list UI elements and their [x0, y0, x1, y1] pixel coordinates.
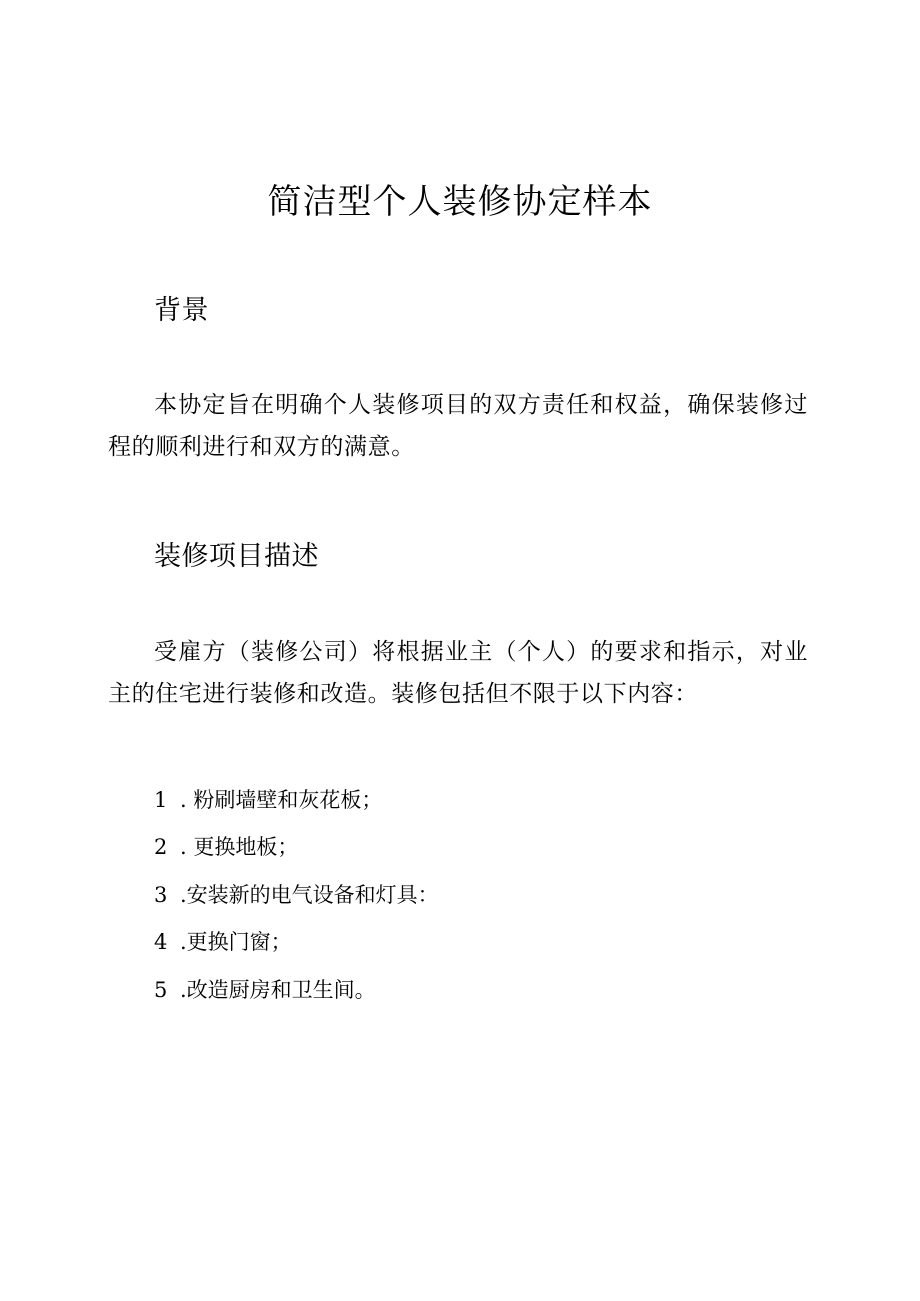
list-item-number: 1	[154, 787, 168, 812]
list-item	[154, 966, 439, 1014]
list-item	[154, 824, 439, 872]
list-item-number: 5	[154, 977, 168, 1002]
section-paragraph-background: 本协定旨在明确个人装修项目的双方责任和权益，确保装修过程的顺利进行和双方的满意。	[108, 392, 808, 460]
list-item	[154, 871, 439, 919]
list-item-text: .更换门窗；	[180, 930, 292, 955]
list-item-text: .改造厨房和卫生间。	[180, 977, 376, 1002]
section-paragraph-project-description: 受雇方（装修公司）将根据业主（个人）的要求和指示，对业主的住宅进行装修和改造。装修包括但不限于以下内容：	[108, 639, 808, 707]
list-item-number: 3	[154, 882, 168, 907]
list-item	[154, 919, 439, 967]
list-item-text: .安装新的电气设备和灯具：	[180, 882, 439, 907]
renovation-items-list	[154, 776, 439, 1014]
list-item-text: . 更换地板；	[180, 835, 299, 860]
section-heading-background: 背景	[154, 295, 209, 326]
document-title: 简洁型个人装修协定样本	[267, 182, 653, 222]
section-heading-project-description: 装修项目描述	[154, 541, 319, 572]
list-item-number: 2	[154, 835, 168, 860]
list-item-number: 4	[154, 930, 168, 955]
list-item-text: . 粉刷墙壁和灰花板；	[180, 787, 383, 812]
list-item	[154, 776, 439, 824]
